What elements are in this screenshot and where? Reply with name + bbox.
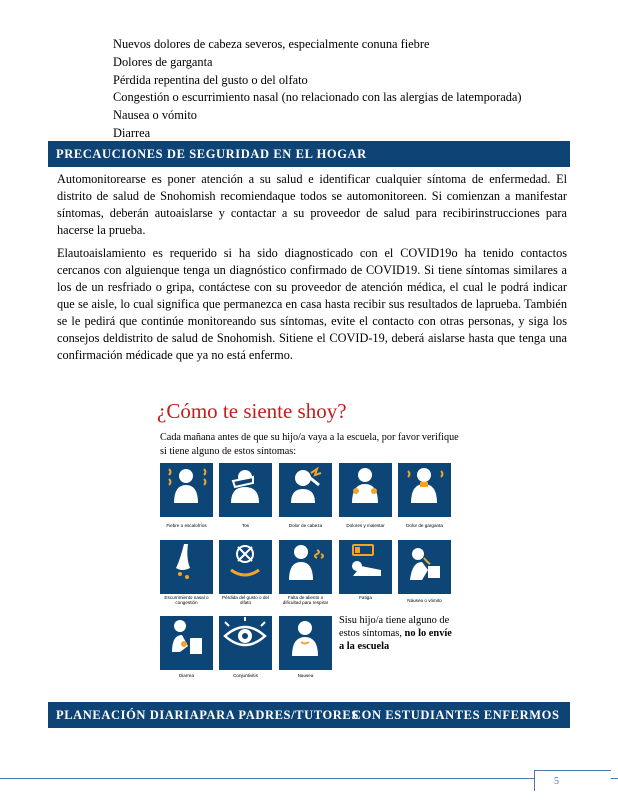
- infographic-warning-note: Sisu hijo/a tiene alguno de estos síntomas, no lo envíe a la escuela: [339, 615, 452, 652]
- runny-nose-icon: [160, 540, 213, 582]
- paragraph-self-isolation: Elautoaislamiento es requerido si ha sido diagnosticado con el COVID19o ha tenido contactos cercanos con alguienque tenga un diagnóstico confirmado de COVID19. Si tiene síntomas similares a los de un resfriado o gripa, contáctese con su proveedor de atención médica, el cual le podrá indicar que se aisle, lo cual significa que permanezca en casa hasta recibir sus resultados de laprueba. También se le pedirá que continúe monitoreando sus síntomas, evite el contacto con otras personas, y siga los consejos deldistrito de salud de Snohomish. Sitiene el COVID-19, deberá aislarse hasta que tenga una confirmación médicade que ya no está enfermo.: [57, 246, 567, 362]
- headache-tile: Dolor de cabeza: [279, 463, 332, 517]
- nausea-tile: Náusea o vómito: [398, 540, 451, 594]
- nausea-icon: [398, 540, 451, 582]
- shortness-of-breath-tile: Falta de aliento o dificultad para respirar: [279, 540, 332, 594]
- fatigue-tile: Fatiga: [339, 540, 392, 594]
- document-page: Nuevos dolores de cabeza severos, especialmente conuna fiebre Dolores de garganta Pérdida repentina del gusto o del olfato Congestión o escurrimiento nasal (no relacionado con las alergias de latemporada) Nausea o vómito Diarrea PRECAUCIONES DE SEGURIDAD EN EL HOGAR Automonitorearse es poner atención a su salud e identificar cualquier síntoma de enfermedad. El distrito de salud de Snohomish recomiendaque todos se automonitoreen. Si comienzan a manifestar síntomas, deberán autoaislarse y contactar a su proveedor de salud para recibirinstrucciones para hacerse la prueba. Elautoaislamiento es requerido si ha sido diagnosticado con el COVID19o ha tenido contactos cercanos con alguienque tenga un diagnóstico confirmado de COVID19. Si tiene síntomas similares a los de un resfriado o gripa, contáctese con su proveedor de atención médica, el cual le podrá indicar que se aisle, lo cual significa que permanezca en casa hasta recibir sus resultados de laprueba. También se le pedirá que continúe monitoreando sus síntomas, evite el contacto con otras personas, y siga los consejos deldistrito de salud de Snohomish. Sitiene el COVID-19, deberá aislarse hasta que tenga una confirmación médicade que ya no está enfermo. ¿Cómo te siente shoy? Cada mañana antes de que su hijo/a vaya a la escuela, por favor verifique si tiene alguno de estos síntomas: Fiebre o escalofríos Tos Dolor de cabeza Dolores y malestar Dolor de garganta Escurrimiento nasal o congestión Pérdida del gusto o del olfato Falta de aliento o dificultad para respirar Fatiga Náusea o vómito Diarrea Conjuntivitis Nausea Sisu hijo/a tiene alguno de estos síntomas, no lo envíe a la escuela PLANEACIÓN DIARIAPARA PADRES/TUTORES CON ESTUDIANTES ENFERMOS 5: [0, 0, 618, 800]
- loss-of-taste-icon: [219, 540, 272, 582]
- section-heading-daily-planning: [48, 702, 570, 728]
- cough-icon: [219, 463, 272, 505]
- fever-icon: [160, 463, 213, 505]
- headache-icon: [279, 463, 332, 505]
- shortness-of-breath-icon: [279, 540, 332, 582]
- footer-rule: [0, 778, 618, 779]
- page-number: 5: [554, 776, 559, 787]
- section-heading-text-part2: CON ESTUDIANTES ENFERMOS: [352, 708, 560, 722]
- cough-tile: Tos: [219, 463, 272, 517]
- nausea-person-tile: Nausea: [279, 616, 332, 670]
- fever-tile: Fiebre o escalofríos: [160, 463, 213, 517]
- diarrhea-icon: [160, 616, 213, 658]
- infographic-title: ¿Cómo te siente shoy?: [157, 399, 347, 423]
- runny-nose-tile: Escurrimiento nasal o congestión: [160, 540, 213, 594]
- section-heading-home-safety: [48, 141, 570, 167]
- sore-throat-icon: [398, 463, 451, 505]
- taste-smell-tile: Pérdida del gusto o del olfato: [219, 540, 272, 594]
- nausea-person-icon: [279, 616, 332, 658]
- section-heading-text-part1: PLANEACIÓN DIARIAPARA PADRES/TUTORES: [56, 708, 359, 722]
- diarrhea-tile: Diarrea: [160, 616, 213, 670]
- paragraph-self-monitoring: Automonitorearse es poner atención a su salud e identificar cualquier síntoma de enfermedad. El distrito de salud de Snohomish recomiendaque todos se automonitoreen. Si comienzan a manifestar síntomas, deberán autoaislarse y contactar a su proveedor de salud para recibirinstrucciones para hacerse la prueba.: [57, 172, 567, 237]
- infographic-intro: Cada mañana antes de que su hijo/a vaya a la escuela, por favor verifique si tiene alguno de estos síntomas:: [160, 432, 459, 457]
- conjunctivitis-tile: Conjuntivitis: [219, 616, 272, 670]
- sore-throat-tile: Dolor de garganta: [398, 463, 451, 517]
- body-aches-tile: Dolores y malestar: [339, 463, 392, 517]
- page-number-box: [534, 770, 611, 791]
- body-aches-icon: [339, 463, 392, 505]
- section-heading-text: PRECAUCIONES DE SEGURIDAD EN EL HOGAR: [56, 147, 367, 161]
- eye-icon: [219, 616, 272, 658]
- fatigue-icon: [339, 540, 392, 582]
